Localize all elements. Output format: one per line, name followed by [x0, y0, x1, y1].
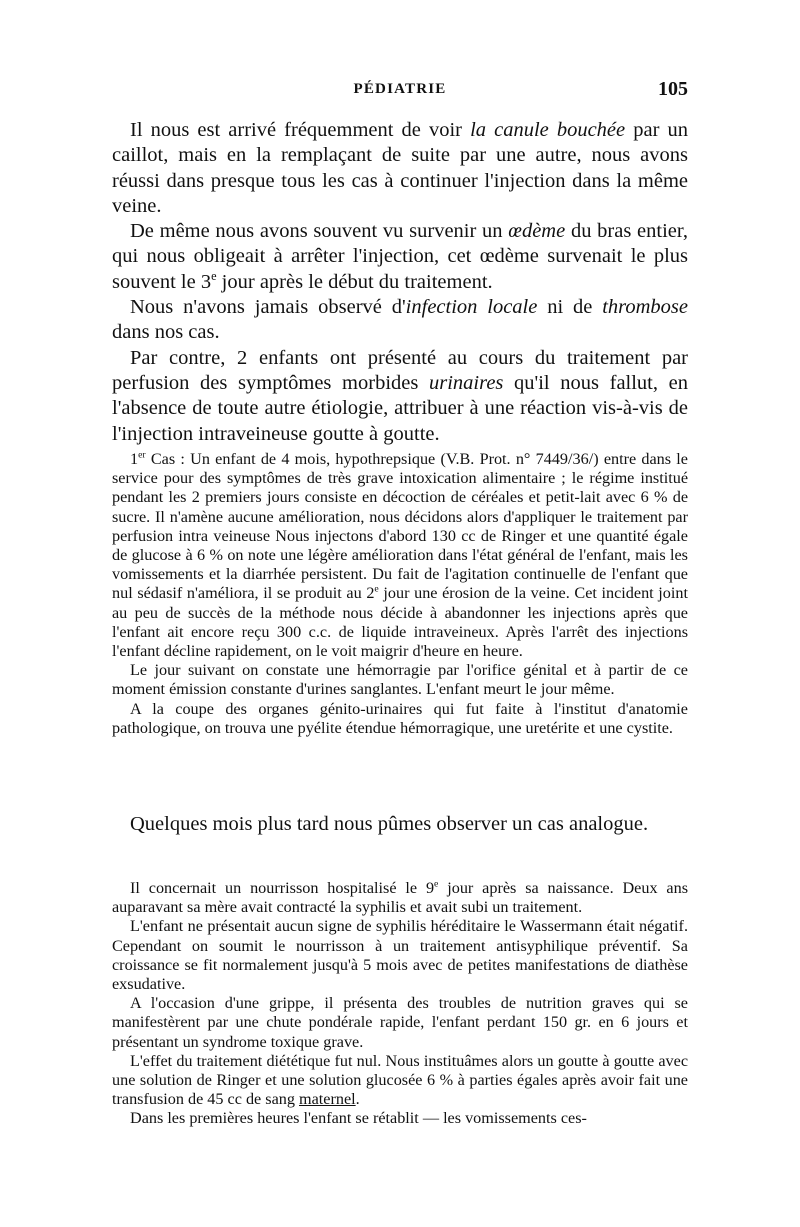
paragraph: Nous n'avons jamais observé d'infection locale ni de thrombose dans nos cas. — [112, 296, 688, 344]
paragraph: Dans les premières heures l'enfant se rétablit — les vomissements ces- — [130, 1109, 587, 1128]
transition-text — [112, 812, 688, 837]
paragraph: L'effet du traitement diététique fut nul. Nous instituâmes alors un goutte à goutte avec une solution de Ringer et une solution glucosée 6 % à parties égales après avoir fait une transfusion de 45 cc de sang maternel. — [112, 1051, 688, 1109]
page-number: 105 — [658, 78, 688, 100]
paragraph: L'enfant ne présentait aucun signe de syphilis héréditaire le Wassermann était négatif. Cependant on soumit le nourrisson à un traitement antisyphilique préventif. Sa croissance se fit normalement jusqu'à 5 mois avec de petites manifestations de diathèse exsudative. — [112, 917, 688, 994]
paragraph: A l'occasion d'une grippe, il présenta des troubles de nutrition graves qui se manifestèrent par une chute pondérale rapide, l'enfant perdant 150 gr. en 6 jours et présentant un syndrome toxique grave. — [112, 994, 688, 1051]
paragraph: De même nous avons souvent vu survenir un œdème du bras entier, qui nous obligeait à arrêter l'injection, cet œdème survenait le plus souvent le 3e jour après le début du traitement. — [112, 220, 689, 293]
paragraph: Par contre, 2 enfants ont présenté au cours du traitement par perfusion des symptômes morbides urinaires qu'il nous fallut, en l'absence de toute autre étiologie, attribuer à une réaction vis-à-vis de l'injection intraveineuse goutte à goutte. — [112, 346, 688, 445]
page-header — [112, 78, 688, 104]
paragraph: Il concernait un nourrisson hospitalisé le 9e jour après sa naissance. Deux ans auparavant sa mère avait contracté la syphilis et avait subi un traitement. — [112, 878, 688, 917]
paragraph: 1er Cas : Un enfant de 4 mois, hypothrepsique (V.B. Prot. n° 7449/36/) entre dans le service pour des symptômes de très grave intoxication alimentaire ; le régime institué pendant les 2 premiers jours consiste en décoction de céréales et petit-lait avec 6 % de sucre. Il n'amène aucune amélioration, nous décidons alors d'appliquer le traitement par perfusion intra veineuse Nous injectons d'abord 130 cc de Ringer et une quantité égale de glucose à 6 % on note une légère amélioration dans l'état général de l'enfant, mais les vomissements et la diarrhée persistent. Du fait de l'agitation continuelle de l'enfant que nul sédasif n'améliora, il se produit au 2e jour une érosion de la veine. Cet incident joint au peu de succès de la méthode nous décide à abandonner les injections après que l'enfant ait encore reçu 300 c.c. de liquide intraveineux. Après l'arrêt des injections l'enfant décline rapidement, on le voit maigrir d'heure en heure. — [112, 449, 688, 661]
paragraph: Il nous est arrivé fréquemment de voir la canule bouchée par un caillot, mais en la remplaçant de suite par une autre, nous avons réussi dans presque tous les cas à continuer l'injection dans la même veine. — [112, 119, 688, 217]
case-two-text — [112, 879, 688, 1129]
paragraph: Le jour suivant on constate une hémorragie par l'orifice génital et à partir de ce moment émission constante d'urines sanglantes. L'enfant meurt le jour même. — [112, 661, 688, 699]
main-text — [112, 118, 688, 447]
paragraph: A la coupe des organes génito-urinaires qui fut faite à l'institut d'anatomie pathologique, on trouva une pyélite étendue hémorragique, une uretérite et une cystite. — [112, 699, 688, 737]
case-one-text — [112, 450, 688, 738]
running-title: PÉDIATRIE — [353, 81, 447, 97]
paragraph: Quelques mois plus tard nous pûmes observer un cas analogue. — [130, 813, 649, 835]
